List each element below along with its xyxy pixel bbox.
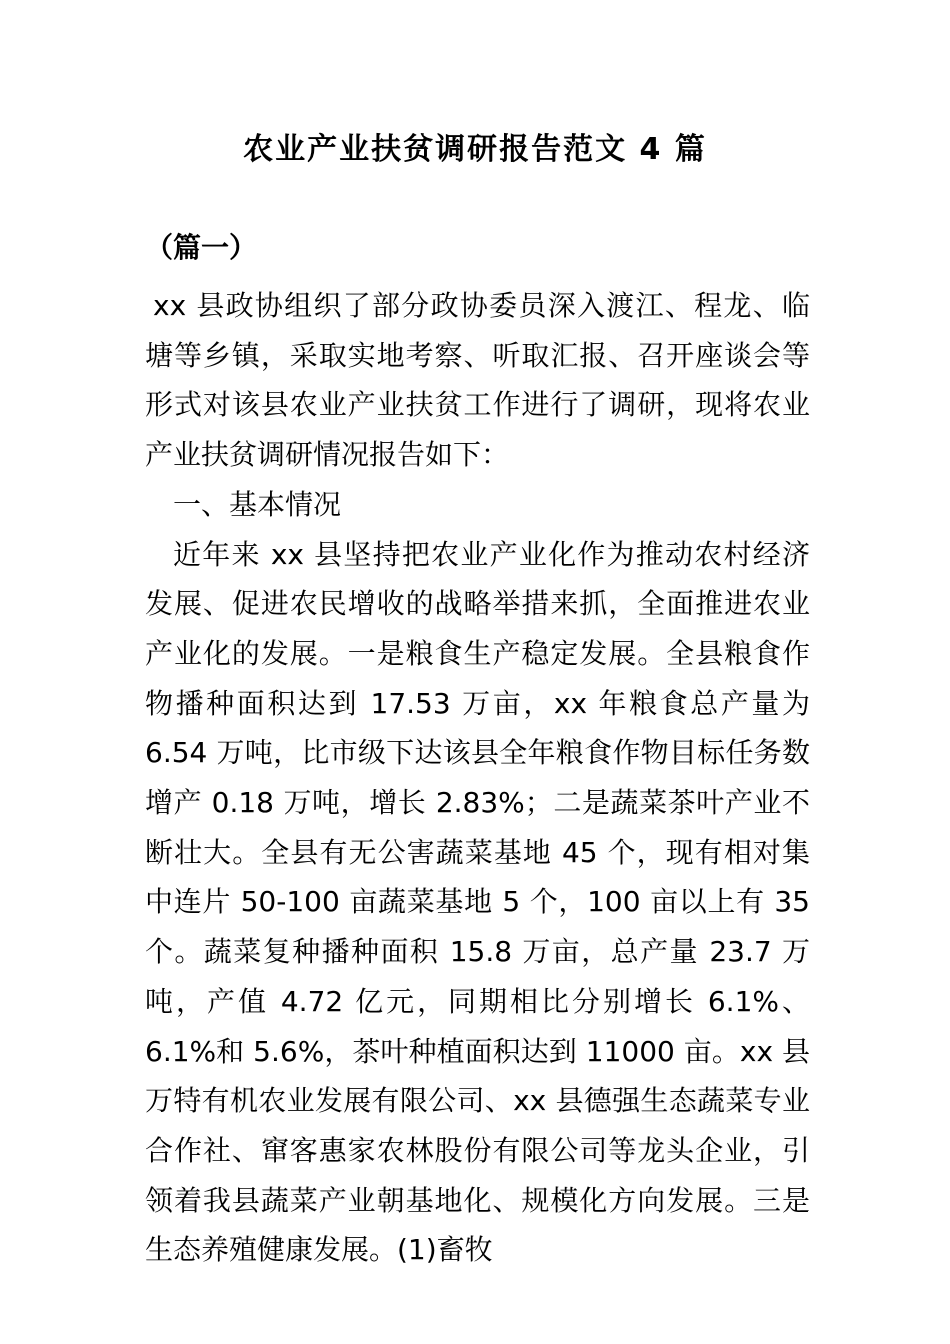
paragraph-intro: xx 县政协组织了部分政协委员深入渡江、程龙、临塘等乡镇，采取实地考察、听取汇报、召开座谈会等形式对该县农业产业扶贫工作进行了调研，现将农业产业扶贫调研情况报告如下： — [145, 289, 810, 472]
paragraph-heading: 一、基本情况 — [173, 487, 342, 521]
section-label: （篇一） — [145, 231, 258, 264]
paragraph-body: 近年来 xx 县坚持把农业产业化作为推动农村经济发展、促进农民增收的战略举措来抓，全面推进农业产业化的发展。一是粮食生产稳定发展。全县粮食作物播种面积达到 17.53 万亩，xx 年粮食总产量为 6.54 万吨，比市级下达该县全年粮食作物目标任务数增产 0.18 万吨，增长 2.83%；二是蔬菜茶叶产业不断壮大。全县有无公害蔬菜基地 45 个，现有相对集中连片 50-100 亩蔬菜基地 5 个，100 亩以上有 35 个。蔬菜复种播种面积 15.8 万亩，总产量 23.7 万吨，产值 4.72 亿元，同期相比分别增长 6.1%、6.1%和 5.6%，茶叶种植面积达到 11000 亩。xx 县万特有机农业发展有限公司、xx 县德强生态蔬菜专业合作社、窜客惠家农林股份有限公司等龙头企业，引领着我县蔬菜产业朝基地化、规模化方向发展。三是生态养殖健康发展。(1)畜牧 — [145, 537, 810, 1267]
document-body — [145, 281, 810, 1275]
document-title: 农业产业扶贫调研报告范文 4 篇 — [243, 132, 707, 167]
